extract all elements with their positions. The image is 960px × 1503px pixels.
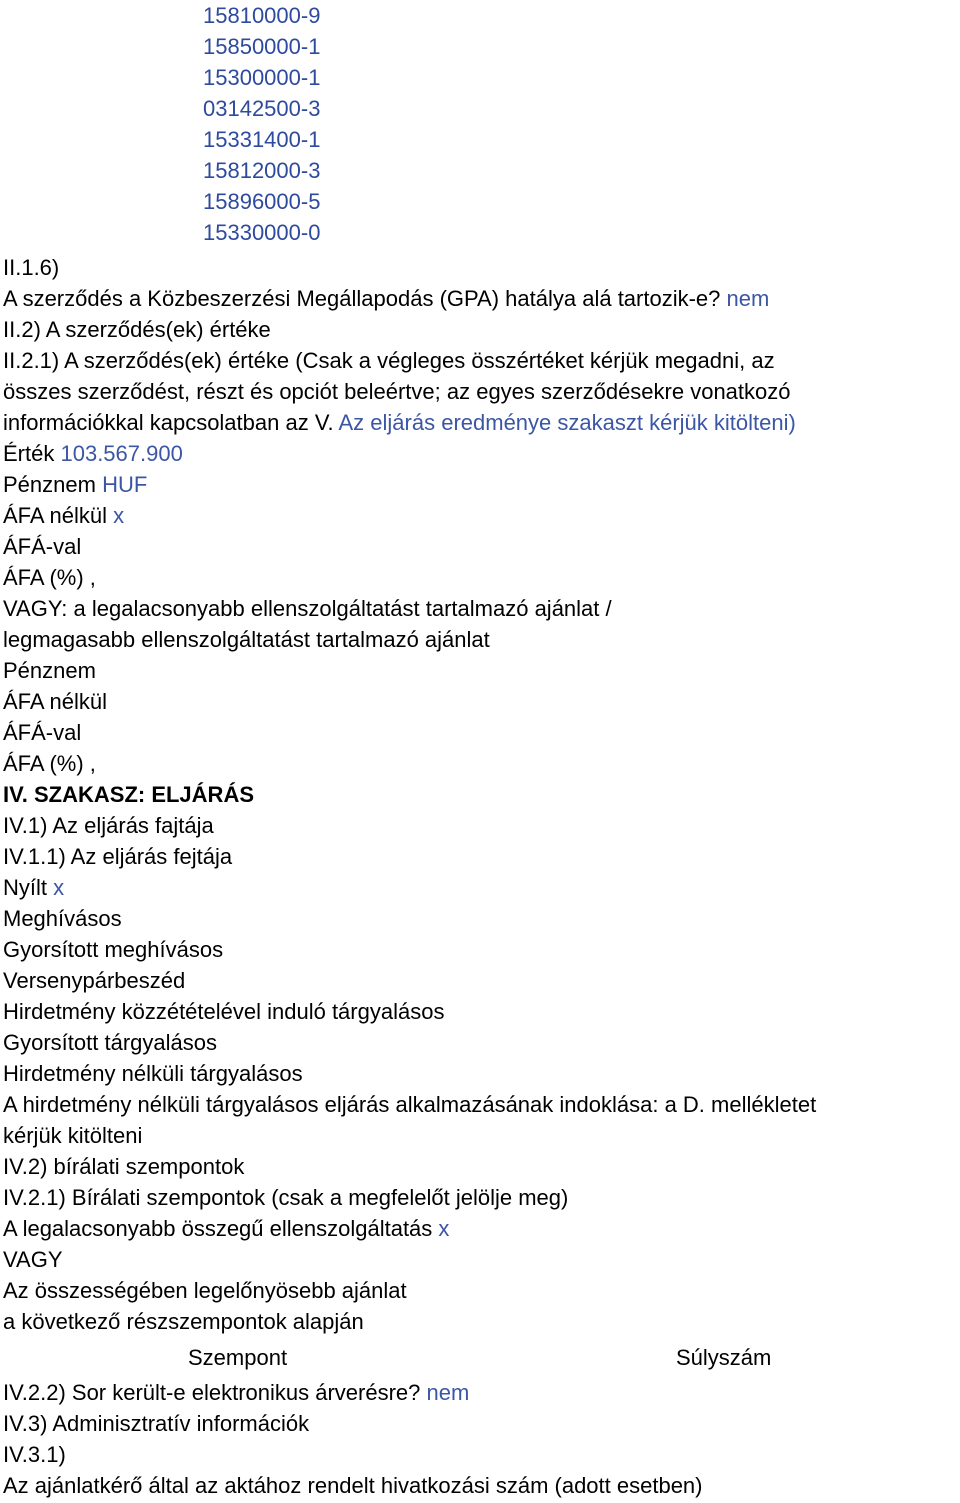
- hirdetmeny-nelkuli: Hirdetmény nélküli tárgyalásos: [3, 1061, 303, 1086]
- section-iv-2-2-answer: nem: [426, 1380, 470, 1405]
- ertek-value: 103.567.900: [60, 441, 183, 466]
- section-ii-2-1-line3b: Az eljárás eredménye szakaszt kérjük kitölteni): [338, 410, 796, 435]
- reszszempontok: a következő részszempontok alapján: [3, 1309, 364, 1334]
- cpv-code: 15330000-0: [203, 220, 321, 245]
- section-iv-title: IV. SZAKASZ: ELJÁRÁS: [3, 782, 255, 807]
- section-ii-2-1-line2: összes szerződést, részt és opciót beleértve; az egyes szerződésekre vonatkozó: [3, 379, 791, 404]
- legalacsonyabb-line: [3, 1213, 449, 1244]
- afa-pct2: ÁFA (%) ,: [3, 751, 96, 776]
- section-iv-2-2-line: [3, 1377, 469, 1408]
- section-iv-1: IV.1) Az eljárás fajtája: [3, 813, 214, 838]
- section-ii-2-1-line3a: információkkal kapcsolatban az V.: [3, 410, 334, 435]
- osszessegeben: Az összességében legelőnyösebb ajánlat: [3, 1278, 407, 1303]
- indoklas-line1: A hirdetmény nélküli tárgyalásos eljárás alkalmazásának indoklása: a D. mellékletet: [3, 1092, 817, 1117]
- penznem2: Pénznem: [3, 658, 96, 683]
- afa-nelkul-mark: x: [113, 503, 125, 528]
- hivatkozasi-szam: Az ajánlatkérő által az aktához rendelt hivatkozási szám (adott esetben): [3, 1473, 703, 1498]
- vagy-line2: legmagasabb ellenszolgáltatást tartalmazó ajánlat: [3, 627, 490, 652]
- section-iv-2-2-label: IV.2.2) Sor került-e elektronikus árverésre?: [3, 1380, 421, 1405]
- section-ii-2-1-line1: II.2.1) A szerződés(ek) értéke (Csak a végleges összértéket kérjük megadni, az: [3, 348, 775, 373]
- gyorsitott-targyalasos: Gyorsított tárgyalásos: [3, 1030, 217, 1055]
- section-iv-2-1: IV.2.1) Bírálati szempontok (csak a megfelelőt jelölje meg): [3, 1185, 569, 1210]
- nyilt-line: [3, 872, 64, 903]
- cpv-code: 03142500-3: [203, 96, 321, 121]
- penznem-value: HUF: [102, 472, 148, 497]
- legalacsonyabb-mark: x: [438, 1216, 450, 1241]
- gpa-question: A szerződés a Közbeszerzési Megállapodás (GPA) hatálya alá tartozik-e?: [3, 286, 721, 311]
- penznem-label: Pénznem: [3, 472, 96, 497]
- section-iv-1-1: IV.1.1) Az eljárás fejtája: [3, 844, 233, 869]
- vagy-line1: VAGY: a legalacsonyabb ellenszolgáltatást tartalmazó ajánlat /: [3, 596, 612, 621]
- section-iv-3-1: IV.3.1): [3, 1442, 66, 1467]
- cpv-code: 15300000-1: [203, 65, 321, 90]
- section-iv-2: IV.2) bírálati szempontok: [3, 1154, 245, 1179]
- cpv-code: 15850000-1: [203, 34, 321, 59]
- legalacsonyabb-label: A legalacsonyabb összegű ellenszolgáltatás: [3, 1216, 433, 1241]
- afa-pct: ÁFA (%) ,: [3, 565, 96, 590]
- versenyparbeszed: Versenypárbeszéd: [3, 968, 186, 993]
- gpa-answer: nem: [726, 286, 770, 311]
- section-iv-3: IV.3) Adminisztratív információk: [3, 1411, 310, 1436]
- section-ii-1-6: II.1.6): [3, 255, 60, 280]
- cpv-code: 15331400-1: [203, 127, 321, 152]
- ertek-label: Érték: [3, 441, 55, 466]
- szempont-header: Szempont: [188, 1345, 288, 1370]
- gpa-question-line: [3, 283, 769, 314]
- ertek-line: [3, 438, 183, 469]
- afa-nelkul2: ÁFA nélkül: [3, 689, 107, 714]
- afa-nelkul-label: ÁFA nélkül: [3, 503, 107, 528]
- cpv-code: 15810000-9: [203, 3, 321, 28]
- nyilt-mark: x: [53, 875, 65, 900]
- cpv-code: 15896000-5: [203, 189, 321, 214]
- gyorsitott-meghivasos: Gyorsított meghívásos: [3, 937, 224, 962]
- afa-val: ÁFÁ-val: [3, 534, 82, 559]
- hirdetmeny-targyalasos: Hirdetmény közzétételével induló tárgyalásos: [3, 999, 445, 1024]
- meghivasos: Meghívásos: [3, 906, 122, 931]
- nyilt-label: Nyílt: [3, 875, 47, 900]
- vagy: VAGY: [3, 1247, 63, 1272]
- cpv-code: 15812000-3: [203, 158, 321, 183]
- penznem-line: [3, 469, 147, 500]
- sulyszam-header: Súlyszám: [676, 1345, 772, 1370]
- section-ii-2-1-line3: [3, 407, 796, 438]
- afa-val2: ÁFÁ-val: [3, 720, 82, 745]
- indoklas-line2: kérjük kitölteni: [3, 1123, 143, 1148]
- afa-nelkul-line: [3, 500, 124, 531]
- section-ii-2: II.2) A szerződés(ek) értéke: [3, 317, 271, 342]
